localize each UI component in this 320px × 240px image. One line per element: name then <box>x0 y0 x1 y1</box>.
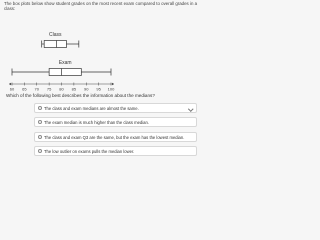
radio-button[interactable] <box>38 120 42 124</box>
box-plot-class <box>42 32 79 48</box>
tick-label: 95 <box>96 86 101 92</box>
answer-option-3[interactable] <box>34 132 197 142</box>
box <box>49 69 81 76</box>
box <box>44 41 66 48</box>
answer-option-label: The class and exam Q3 are the same, but the exam has the lowest median. <box>44 134 185 140</box>
tick-label: 90 <box>84 86 89 92</box>
axis-arrow-right <box>112 83 114 86</box>
tick-label: 60 <box>9 86 15 92</box>
tick-label: 75 <box>46 86 52 92</box>
answer-option-4[interactable] <box>34 146 197 156</box>
series-label: Class <box>49 32 62 38</box>
tick-label: 85 <box>71 86 77 92</box>
tick-label: 100 <box>107 86 115 92</box>
answer-option-label: The low outlier on exams pulls the median lower. <box>44 148 135 154</box>
answer-option-1[interactable] <box>34 103 197 113</box>
answer-option-label: The exam median is much higher than the class median. <box>44 119 149 125</box>
box-plot-exam <box>12 60 111 76</box>
chevron-down-icon <box>188 106 193 111</box>
tick-label: 80 <box>59 86 64 92</box>
question-text: Which of the following best describes the information about the medians? <box>6 93 155 98</box>
radio-button[interactable] <box>38 106 42 110</box>
radio-button[interactable] <box>38 135 42 139</box>
answer-option-2[interactable] <box>34 117 197 127</box>
question-intro: The box plots below show student grades on the most recent exam compared to overall grades in a class: <box>4 1 198 12</box>
axis-arrow-left <box>9 83 11 86</box>
series-label: Exam <box>58 60 72 66</box>
tick-label: 65 <box>22 86 27 92</box>
tick-label: 70 <box>34 86 39 92</box>
radio-button[interactable] <box>38 149 42 153</box>
box-plot-chart <box>0 0 200 92</box>
answer-option-label: The class and exam medians are almost the same. <box>44 105 139 111</box>
